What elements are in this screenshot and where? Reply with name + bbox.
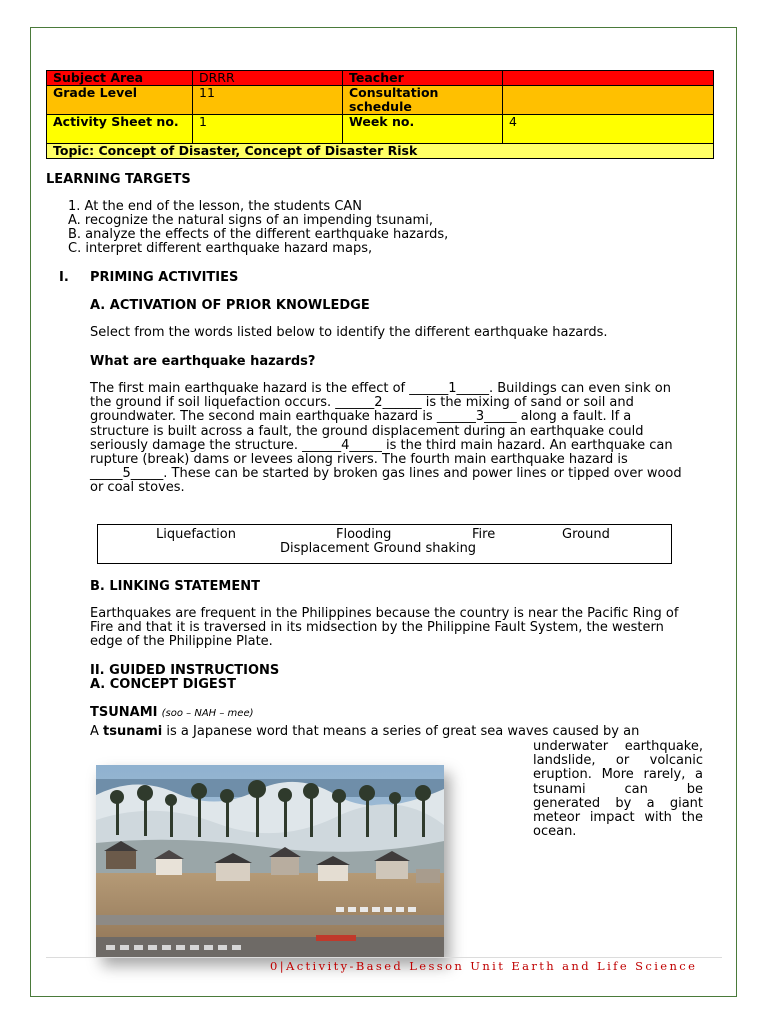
learning-target-a: A. recognize the natural signs of an impending tsunami, — [68, 213, 433, 228]
consultation-value — [503, 86, 714, 115]
paragraph-line: or coal stoves. — [90, 480, 185, 496]
subject-area-value: DRRR — [193, 71, 343, 86]
info-row-grade — [47, 86, 714, 115]
teacher-label: Teacher — [343, 71, 503, 86]
info-row-topic — [47, 144, 714, 159]
definition-prefix: A — [90, 724, 104, 739]
paragraph-line: The first main earthquake hazard is the effect of ______1_____. Buildings can even sink on — [90, 381, 671, 396]
definition-line: eruption. More rarely, a — [533, 767, 703, 783]
tsunami-definition — [90, 725, 639, 739]
priming-instruction: Select from the words listed below to identify the different earthquake hazards. — [90, 325, 608, 340]
paragraph-line: structure is built across a fault, the ground displacement during an earthquake could — [90, 423, 644, 439]
activation-heading: A. ACTIVATION OF PRIOR KNOWLEDGE — [90, 298, 370, 313]
activity-sheet-value: 1 — [193, 115, 343, 144]
paragraph-line: the ground if soil liquefaction occurs. ______2______ is the mixing of sand or soil and — [90, 395, 634, 411]
hazard-paragraph — [90, 382, 730, 496]
word-choice: Fire — [472, 527, 496, 542]
tsunami-pronunciation: (soo – NAH – mee) — [161, 708, 254, 719]
definition-line: landslide, or volcanic — [533, 753, 703, 769]
linking-line: Fire and that it is traversed in its midsection by the Philippine Fault System, the western — [90, 620, 664, 636]
week-label: Week no. — [343, 115, 503, 144]
tsunami-term-line — [90, 705, 254, 720]
lesson-info-table — [46, 70, 714, 159]
definition-line: tsunami can be — [533, 781, 703, 797]
priming-heading: PRIMING ACTIVITIES — [90, 270, 239, 285]
linking-heading: B. LINKING STATEMENT — [90, 579, 260, 594]
tsunami-definition-continued — [533, 740, 703, 839]
word-choice: Liquefaction — [156, 527, 236, 542]
definition-line: ocean. — [533, 824, 577, 840]
page-footer: 0|Activity-Based Lesson Unit Earth and Life Science — [270, 959, 698, 973]
definition-line: generated by a giant — [533, 795, 703, 811]
activity-sheet-label: Activity Sheet no. — [47, 115, 193, 144]
info-row-subject — [47, 71, 714, 86]
tsunami-photo — [96, 765, 444, 958]
definition-line: underwater earthquake, — [533, 739, 703, 754]
tsunami-term: TSUNAMI — [90, 705, 158, 720]
paragraph-line: seriously damage the structure. ______4_____ is the third main hazard. An earthquake can — [90, 437, 673, 453]
consultation-label: Consultation schedule — [343, 86, 503, 115]
section-numeral-1: I. — [59, 270, 69, 285]
grade-level-value: 11 — [193, 86, 343, 115]
topic-line: Topic: Concept of Disaster, Concept of Disaster Risk — [47, 144, 714, 159]
linking-line: Earthquakes are frequent in the Philippines because the country is near the Pacific Ring of — [90, 606, 679, 621]
learning-target-c: C. interpret different earthquake hazard maps, — [68, 241, 373, 256]
definition-line: meteor impact with the — [533, 810, 703, 826]
word-choice: Flooding — [336, 527, 392, 542]
priming-question: What are earthquake hazards? — [90, 354, 316, 369]
learning-targets-intro: 1. At the end of the lesson, the students CAN — [68, 199, 363, 214]
concept-digest-heading: A. CONCEPT DIGEST — [90, 677, 236, 692]
info-row-activity — [47, 115, 714, 144]
week-value: 4 — [503, 115, 714, 144]
definition-term: tsunami — [103, 724, 163, 739]
footer-rule — [46, 957, 722, 958]
word-choice-line2: Displacement Ground shaking — [280, 541, 477, 556]
paragraph-line: _____5_____. These can be started by broken gas lines and power lines or tipped over wood — [90, 466, 682, 482]
subject-area-label: Subject Area — [47, 71, 193, 86]
linking-line: edge of the Philippine Plate. — [90, 634, 273, 650]
learning-target-b: B. analyze the effects of the different earthquake hazards, — [68, 227, 449, 242]
grade-level-label: Grade Level — [47, 86, 193, 115]
guided-heading: II. GUIDED INSTRUCTIONS — [90, 663, 280, 678]
paragraph-line: groundwater. The second main earthquake hazard is ______3_____ along a fault. If a — [90, 409, 632, 425]
linking-paragraph — [90, 607, 730, 650]
learning-targets-heading: LEARNING TARGETS — [46, 172, 191, 187]
teacher-value — [503, 71, 714, 86]
paragraph-line: rupture (break) dams or levees along rivers. The fourth main earthquake hazard is — [90, 452, 628, 468]
definition-rest: is a Japanese word that means a series of great sea waves caused by an — [162, 724, 640, 739]
word-choice-box — [97, 524, 672, 564]
word-choice: Ground — [562, 527, 610, 542]
